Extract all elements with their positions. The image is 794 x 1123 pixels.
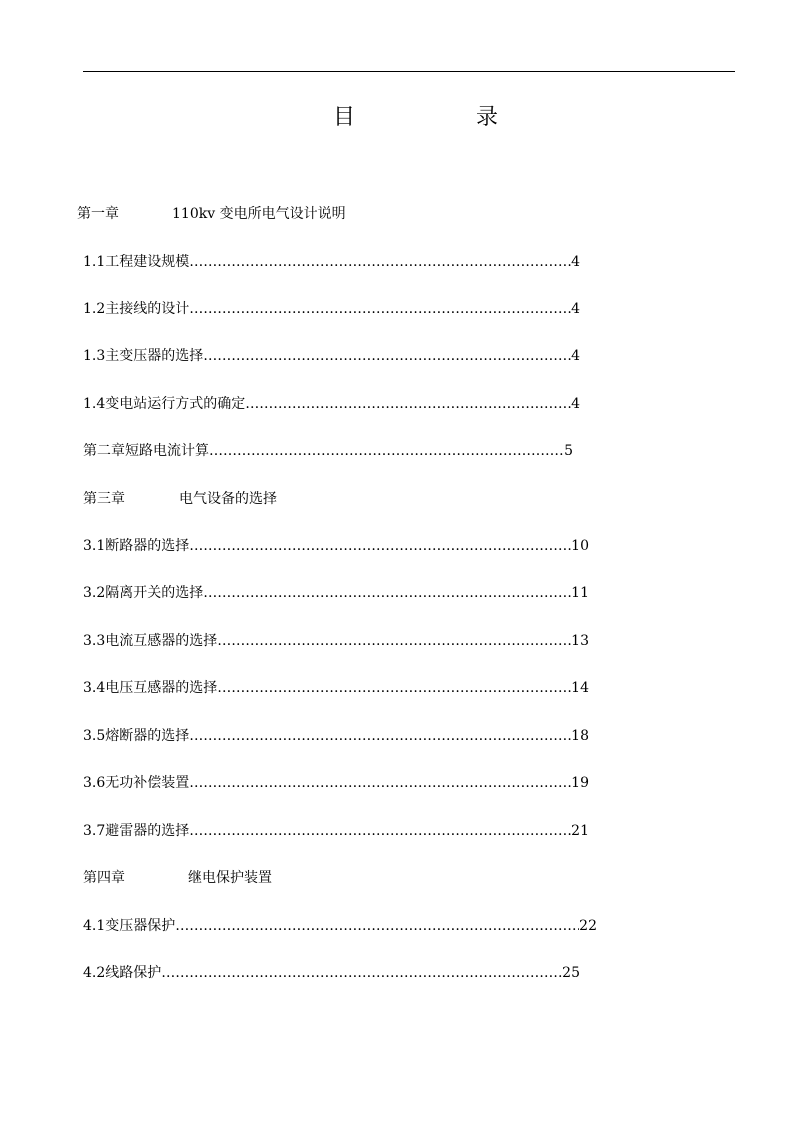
toc-page-number: 4 bbox=[571, 396, 580, 412]
toc-number: 4.1 bbox=[83, 918, 106, 934]
header-rule bbox=[83, 71, 735, 72]
toc-number: 3.6 bbox=[83, 775, 106, 791]
toc-leader-dots bbox=[189, 773, 571, 793]
toc-page-number: 14 bbox=[571, 680, 589, 696]
toc-item-1-2[interactable] bbox=[83, 299, 580, 319]
toc-number: 4.2 bbox=[83, 965, 106, 981]
toc-leader-dots bbox=[161, 963, 562, 983]
toc-page-number: 22 bbox=[579, 918, 597, 934]
toc-leader-dots bbox=[189, 252, 571, 272]
toc-number: 3.2 bbox=[83, 585, 106, 601]
toc-label: 避雷器的选择 bbox=[105, 823, 190, 839]
toc-leader-dots bbox=[203, 346, 571, 366]
title-char-1: 目 bbox=[333, 105, 356, 130]
toc-item-1-3[interactable] bbox=[83, 346, 580, 366]
toc-item-1-1[interactable] bbox=[83, 252, 580, 272]
toc-page-number: 10 bbox=[571, 538, 589, 554]
toc-label: 短路电流计算 bbox=[125, 443, 209, 459]
toc-leader-dots bbox=[209, 441, 564, 461]
toc-page-number: 19 bbox=[571, 775, 589, 791]
toc-chapter-3[interactable] bbox=[83, 489, 277, 509]
toc-leader-dots bbox=[245, 394, 571, 414]
toc-page-number: 25 bbox=[562, 965, 580, 981]
toc-item-3-4[interactable] bbox=[83, 678, 589, 698]
toc-number: 3.3 bbox=[83, 633, 106, 649]
toc-item-1-4[interactable] bbox=[83, 394, 580, 414]
toc-number: 3.4 bbox=[83, 680, 106, 696]
toc-label: 电气设备的选择 bbox=[179, 491, 277, 507]
toc-leader-dots bbox=[217, 631, 571, 651]
toc-number: 第四章 bbox=[83, 870, 125, 886]
toc-leader-dots bbox=[203, 583, 571, 603]
toc-item-4-1[interactable] bbox=[83, 916, 597, 936]
toc-label: 电流互感器的选择 bbox=[105, 633, 218, 649]
toc-page-number: 18 bbox=[571, 728, 589, 744]
toc-item-3-3[interactable] bbox=[83, 631, 589, 651]
toc-leader-dots bbox=[217, 678, 571, 698]
toc-page-number: 4 bbox=[571, 348, 580, 364]
toc-label: 主接线的设计 bbox=[105, 301, 190, 317]
toc-leader-dots bbox=[189, 821, 571, 841]
toc-leader-dots bbox=[189, 536, 571, 556]
toc-label: 继电保护装置 bbox=[188, 870, 272, 886]
toc-number: 3.7 bbox=[83, 823, 106, 839]
page-title bbox=[0, 103, 794, 133]
toc-label: 断路器的选择 bbox=[105, 538, 190, 554]
toc-page-number: 21 bbox=[571, 823, 589, 839]
toc-number: 第一章 bbox=[77, 206, 119, 222]
toc-chapter-2[interactable] bbox=[83, 441, 573, 461]
toc-number: 第三章 bbox=[83, 491, 125, 507]
toc-label: 线路保护 bbox=[105, 965, 162, 981]
toc-page-number: 13 bbox=[571, 633, 589, 649]
toc-label: 变电站运行方式的确定 bbox=[105, 396, 246, 412]
toc-leader-dots bbox=[189, 726, 571, 746]
toc-page-number: 4 bbox=[571, 301, 580, 317]
toc-chapter-1[interactable] bbox=[77, 204, 346, 224]
title-char-2: 录 bbox=[476, 105, 499, 130]
toc-label: 无功补偿装置 bbox=[105, 775, 190, 791]
toc-label: 110kv 变电所电气设计说明 bbox=[172, 206, 346, 222]
toc-page-number: 4 bbox=[571, 254, 580, 270]
toc-chapter-4[interactable] bbox=[83, 868, 272, 888]
toc-leader-dots bbox=[175, 916, 579, 936]
toc-number: 1.4 bbox=[83, 396, 106, 412]
toc-page-number: 11 bbox=[571, 585, 589, 601]
toc-number: 1.1 bbox=[83, 254, 106, 270]
toc-leader-dots bbox=[189, 299, 571, 319]
toc-label: 隔离开关的选择 bbox=[105, 585, 204, 601]
toc-number: 第二章 bbox=[83, 443, 125, 459]
toc-label: 工程建设规模 bbox=[105, 254, 190, 270]
toc-item-3-6[interactable] bbox=[83, 773, 589, 793]
toc-number: 3.5 bbox=[83, 728, 106, 744]
toc-item-3-7[interactable] bbox=[83, 821, 589, 841]
toc-item-3-5[interactable] bbox=[83, 726, 589, 746]
toc-item-4-2[interactable] bbox=[83, 963, 580, 983]
toc-label: 变压器保护 bbox=[105, 918, 176, 934]
toc-item-3-1[interactable] bbox=[83, 536, 589, 556]
toc-number: 3.1 bbox=[83, 538, 106, 554]
toc-item-3-2[interactable] bbox=[83, 583, 589, 603]
toc-label: 电压互感器的选择 bbox=[105, 680, 218, 696]
toc-label: 熔断器的选择 bbox=[105, 728, 190, 744]
toc-number: 1.2 bbox=[83, 301, 106, 317]
toc-page-number: 5 bbox=[564, 443, 573, 459]
toc-label: 主变压器的选择 bbox=[105, 348, 204, 364]
toc-number: 1.3 bbox=[83, 348, 106, 364]
